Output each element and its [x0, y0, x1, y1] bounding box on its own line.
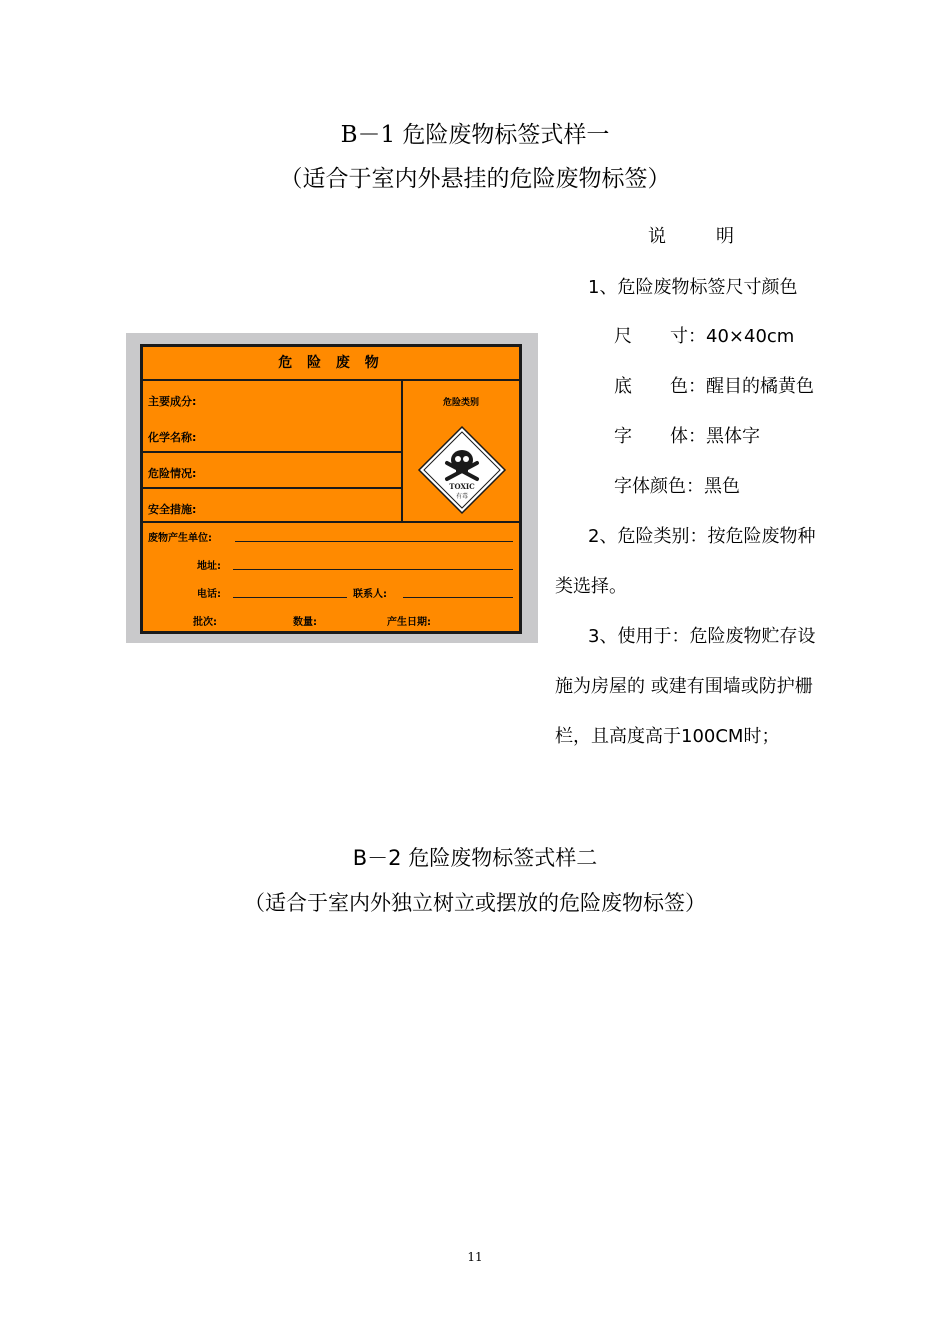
label-sample-image	[126, 333, 538, 643]
section-title-b1: B－1 危险废物标签式样一	[340, 122, 610, 148]
size-label-a: 尺	[614, 326, 632, 347]
label-field-address: 地址:	[197, 561, 221, 572]
description-item-1: 1、危险废物标签尺寸颜色	[588, 277, 798, 298]
section-title-b2: B－2 危险废物标签式样二	[352, 846, 598, 870]
skull-crossbones-icon	[417, 425, 507, 515]
bg-color-label-b: 色：醒目的橘黄色	[670, 376, 814, 397]
section-subtitle-b1: （适合于室内外悬挂的危险废物标签）	[279, 166, 671, 192]
label-lower-section	[143, 521, 519, 631]
section-subtitle-b2: （适合于室内外独立树立或摆放的危险废物标签）	[244, 891, 706, 915]
description-item-2-line1: 2、危险类别：按危险废物种	[588, 526, 816, 547]
label-heading: 危 险 废 物	[143, 347, 519, 381]
toxic-symbol	[417, 425, 507, 515]
fill-line	[233, 597, 347, 598]
fill-line	[403, 597, 513, 598]
label-hazard-category: 危险类别	[442, 398, 479, 408]
description-heading	[648, 222, 734, 248]
description-heading-right: 明	[716, 226, 734, 247]
label-field-producer: 废物产生单位:	[148, 533, 212, 544]
hazard-label	[140, 344, 522, 634]
fill-line	[235, 541, 513, 542]
bg-color-label-a: 底	[614, 376, 632, 397]
font-label-b: 体：黑体字	[670, 426, 760, 447]
font-color-label: 字体颜色：黑色	[614, 476, 740, 497]
symbol-text-en: TOXIC	[449, 482, 475, 491]
label-field-quantity: 数量:	[293, 617, 317, 628]
symbol-text-cn: 有毒	[455, 493, 469, 500]
label-field-contact: 联系人:	[353, 589, 387, 600]
label-info-column: 主要成分: 化学名称: 危险情况: 安全措施:	[143, 379, 403, 521]
font-label-a: 字	[614, 426, 632, 447]
label-upper-section	[143, 379, 519, 523]
label-field-production-date: 产生日期:	[387, 617, 431, 628]
label-field-batch: 批次:	[193, 617, 217, 628]
description-heading-left: 说	[648, 226, 666, 247]
page-number: 11	[467, 1250, 483, 1264]
label-divider	[143, 487, 401, 489]
description-item-3-line2: 施为房屋的 或建有围墙或防护栅	[555, 676, 813, 697]
description-item-2-line2: 类选择。	[555, 576, 627, 597]
label-divider	[143, 451, 401, 453]
size-label-b: 寸：40×40cm	[670, 326, 795, 347]
label-field-phone: 电话:	[197, 589, 221, 600]
fill-line	[233, 569, 513, 570]
description-item-3-line1: 3、使用于：危险废物贮存设	[588, 626, 816, 647]
description-item-3-line3: 栏，且高度高于100CM时；	[555, 726, 780, 747]
